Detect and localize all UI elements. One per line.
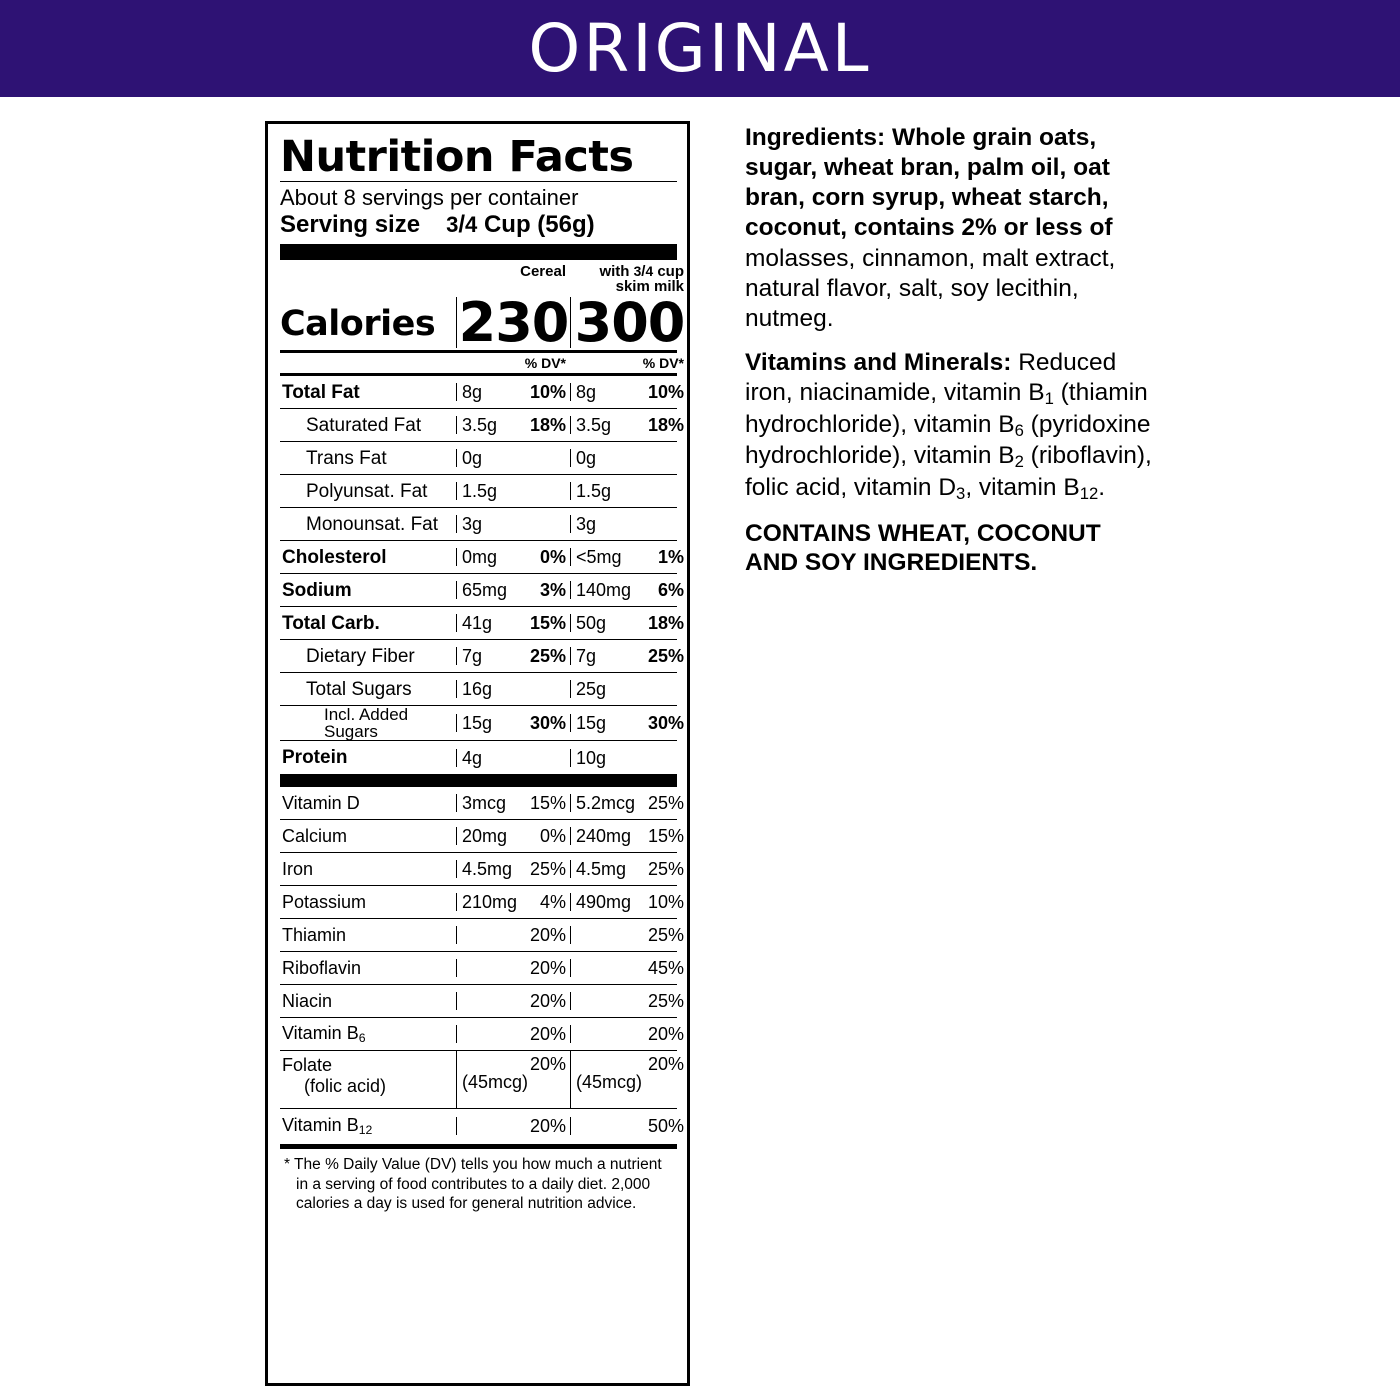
nutrient-amount: 3g [576,514,597,535]
ingredients-paragraph [745,123,1165,334]
nutrient-value-cereal [456,515,570,533]
vitamin-percent: 0% [539,826,566,847]
nutrient-row [280,475,677,508]
dv-header-milk: % DV* [642,355,684,372]
nutrient-value-cereal [456,449,570,467]
column-header-cereal: Cereal [520,262,566,280]
nutrient-name: Dietary Fiber [306,645,415,667]
vitamin-value-cereal [456,992,570,1010]
vitamin-value-cereal [456,959,570,977]
nutrient-rows [280,376,684,774]
vitamin-amount: 240mg [576,826,632,847]
vitamin-amount: 4.5mg [576,859,627,880]
nutrient-value-milk [570,383,688,401]
nutrient-value-cereal [456,614,570,632]
vitamin-amount: 5.2mcg [576,793,636,814]
nutrient-value-cereal [456,749,570,767]
vitamin-value-milk [570,893,688,911]
nutrient-percent: 18% [647,415,684,436]
daily-value-header-row [280,355,684,372]
footnote [280,1149,677,1213]
header-spacer [280,264,456,296]
folate-milk: 20% (45mcg) [570,1051,688,1108]
nutrient-name: Trans Fat [306,447,387,469]
calories-label: Calories [280,304,436,345]
nutrient-amount: 7g [462,646,483,667]
vitamin-percent: 25% [647,991,684,1012]
nutrient-percent: 30% [529,713,566,734]
vitamin-b6-milk: 20% [570,1025,688,1043]
vitamin-amount: 210mg [462,892,518,913]
nutrient-percent: 10% [647,382,684,403]
calories-row [280,291,685,355]
nutrient-amount: 15g [576,713,607,734]
vitamin-row [280,985,684,1018]
calories-milk-value: 300 [570,297,688,348]
nutrient-value-cereal [456,416,570,434]
footnote-line-3: calories a day is used for general nutrition advice. [296,1195,637,1213]
vitamin-amount: 20mg [462,826,508,847]
vitamin-percent: 20% [529,958,566,979]
vitamin-row [280,952,684,985]
nutrient-amount: 50g [576,613,607,634]
vitamin-name: Iron [282,859,314,880]
nutrient-name: Monounsat. Fat [306,513,439,535]
nutrient-percent: 1% [657,547,684,568]
nutrient-name: Cholesterol [282,546,387,568]
nutrient-row [280,673,677,706]
nutrient-value-cereal [456,714,570,732]
serving-size-value: 3/4 Cup (56g) [446,211,595,239]
nutrient-value-milk [570,749,688,767]
dv-spacer [280,355,456,371]
vitamin-row-folate [280,1051,684,1109]
vitamin-value-cereal [456,794,570,812]
column-header-milk: with 3/4 cup skim milk [599,262,684,296]
vitamin-percent: 20% [529,991,566,1012]
vitamin-row-b12 [280,1109,684,1142]
vitamin-value-milk [570,992,688,1010]
vitamin-row [280,787,684,820]
vitamin-percent: 15% [529,793,566,814]
nutrient-amount: 3.5g [576,415,612,436]
nutrient-name: Total Sugars [306,678,412,700]
nutrient-row [280,508,677,541]
vitamin-b12-milk: 50% [570,1117,688,1135]
vitamin-value-milk [570,827,688,845]
nutrient-name: Polyunsat. Fat [306,480,428,502]
nutrient-percent: 0% [539,547,566,568]
thick-divider-middle [280,774,677,787]
nutrient-value-cereal [456,383,570,401]
nutrient-amount: 1.5g [462,481,498,502]
vitamin-value-cereal [456,893,570,911]
vitamin-value-milk [570,959,688,977]
nutrient-amount: 4g [462,747,483,768]
thick-divider-top [280,244,677,260]
vitamin-amount: 4.5mg [462,859,513,880]
vitamin-name: Vitamin D [282,793,360,814]
nutrient-amount: <5mg [576,547,622,568]
nutrient-percent: 15% [529,613,566,634]
vitamin-name-b12: Vitamin $B_{12}$ [282,1114,373,1137]
nutrient-name: Total Carb. [282,612,380,634]
page-content [0,97,1400,1400]
dv-header-cereal: % DV* [524,355,566,372]
nutrient-value-milk [570,647,688,665]
vitamin-value-milk [570,794,688,812]
vitamin-percent: 4% [539,892,566,913]
nutrient-value-cereal [456,548,570,566]
vitamin-amount: 490mg [576,892,632,913]
serving-size-row [280,212,677,238]
vitamin-b12-cereal: 20% [456,1117,570,1135]
nutrient-value-milk [570,548,688,566]
nutrient-percent: 6% [657,580,684,601]
nutrition-facts-title: Nutrition Facts [280,132,634,182]
nutrient-row [280,376,684,409]
vitamin-percent: 15% [647,826,684,847]
vitamins-minerals-heading: Vitamins and Minerals: [745,348,1012,376]
vitamin-name: Potassium [282,892,367,913]
vitamin-percent: 10% [647,892,684,913]
folate-cereal: 20% (45mcg) [456,1051,570,1108]
vitamin-amount: 3mcg [462,793,507,814]
vitamin-row [280,820,684,853]
nutrient-name: Total Fat [282,381,360,403]
nutrient-row [280,607,684,640]
vitamin-row [280,919,684,952]
header-banner [0,0,1400,97]
vitamin-name: Riboflavin [282,958,362,979]
nutrient-percent: 18% [529,415,566,436]
vitamin-percent: 25% [647,859,684,880]
nutrient-value-cereal [456,482,570,500]
nutrient-value-milk [570,515,688,533]
allergen-line-1: CONTAINS WHEAT, COCONUT [745,519,1101,547]
vitamin-name-b6: Vitamin $B_6$ [282,1023,366,1046]
ingredients-normal-text: molasses, cinnamon, malt extract, natural flavor, salt, soy lecithin, nutmeg. [745,244,1116,332]
vitamin-value-cereal [456,860,570,878]
calories-cereal-value: 230 [456,297,570,348]
nutrient-amount: 7g [576,646,597,667]
vitamin-percent: 25% [529,859,566,880]
footnote-line-1: * The % Daily Value (DV) tells you how much a nutrient [284,1156,662,1174]
vitamin-percent: 45% [647,958,684,979]
serving-size-label: Serving size [280,211,421,239]
nutrient-row [280,574,684,607]
nutrient-value-milk [570,714,688,732]
nutrient-amount: 41g [462,613,493,634]
nutrient-row [280,541,684,574]
vitamin-rows [280,787,684,1018]
nutrition-facts-panel [265,121,690,1386]
footnote-line-2: in a serving of food contributes to a daily diet. 2,000 [296,1175,651,1193]
nutrient-amount: 10g [576,747,607,768]
vitamin-percent: 25% [647,793,684,814]
vitamins-minerals-paragraph: Vitamins and Minerals: Reduced iron, niacinamide, vitamin $B_1$ (thiamin hydrochloride), vitamin $B_6$ (pyridoxine hydrochloride), vitamin $B_2$ (riboflavin), folic acid, vitamin $D_3$, vitamin $B_{12}$. [745,348,1152,504]
allergen-statement [745,519,1165,578]
vitamin-row-b6 [280,1018,684,1051]
nutrient-value-milk [570,614,688,632]
vitamin-name-folate: Folate (folic acid) [282,1055,387,1097]
nutrient-value-milk [570,581,688,599]
vitamin-name: Thiamin [282,925,347,946]
nutrient-name: Protein [282,747,348,769]
vitamin-percent: 25% [647,925,684,946]
ingredients-bold-text: Whole grain oats, sugar, wheat bran, palm oil, oat bran, corn syrup, wheat starch, coconut, contains 2% or less of [745,124,1113,242]
nutrient-value-cereal [456,581,570,599]
nutrient-amount: 8g [462,382,483,403]
nutrient-value-milk [570,482,688,500]
nutrient-amount: 140mg [576,580,632,601]
nutrient-percent: 25% [647,646,684,667]
vitamin-row [280,886,684,919]
nutrient-amount: 0mg [462,547,498,568]
vitamin-percent: 20% [529,925,566,946]
nutrient-name: Incl. Added Sugars [324,705,409,742]
nutrient-value-cereal [456,647,570,665]
nutrient-row [280,442,677,475]
nutrient-row [280,409,684,442]
nutrient-row [280,705,684,742]
nutrient-percent: 18% [647,613,684,634]
vitamin-value-milk [570,926,688,944]
allergen-line-2: AND SOY INGREDIENTS. [745,548,1038,576]
nutrient-amount: 0g [576,448,597,469]
nutrient-amount: 3.5g [462,415,498,436]
banner-title: ORIGINAL [528,10,872,87]
nutrient-value-milk [570,449,688,467]
ingredients-section [745,123,1165,591]
nutrient-name: Sodium [282,579,352,601]
nutrient-amount: 15g [462,713,493,734]
nutrient-name: Saturated Fat [306,414,422,436]
nutrient-amount: 16g [462,679,493,700]
nutrient-row [280,741,677,774]
nutrient-value-cereal [456,680,570,698]
nutrient-amount: 1.5g [576,481,612,502]
nutrient-amount: 3g [462,514,483,535]
nutrient-percent: 30% [647,713,684,734]
nutrient-amount: 8g [576,382,597,403]
nutrient-row [280,640,684,673]
vitamin-row [280,853,684,886]
vitamin-value-cereal [456,926,570,944]
ingredients-heading: Ingredients: [745,124,886,151]
nutrient-amount: 0g [462,448,483,469]
vitamin-name: Niacin [282,991,333,1012]
nutrient-value-milk [570,680,688,698]
vitamin-value-milk [570,860,688,878]
servings-per-container: About 8 servings per container [280,185,579,210]
nutrient-amount: 65mg [462,580,508,601]
vitamin-value-cereal [456,827,570,845]
nutrient-percent: 10% [529,382,566,403]
nutrient-percent: 3% [539,580,566,601]
nutrient-percent: 25% [529,646,566,667]
vitamin-name: Calcium [282,826,348,847]
nutrient-value-milk [570,416,688,434]
vitamin-b6-cereal: 20% [456,1025,570,1043]
nutrient-amount: 25g [576,679,607,700]
